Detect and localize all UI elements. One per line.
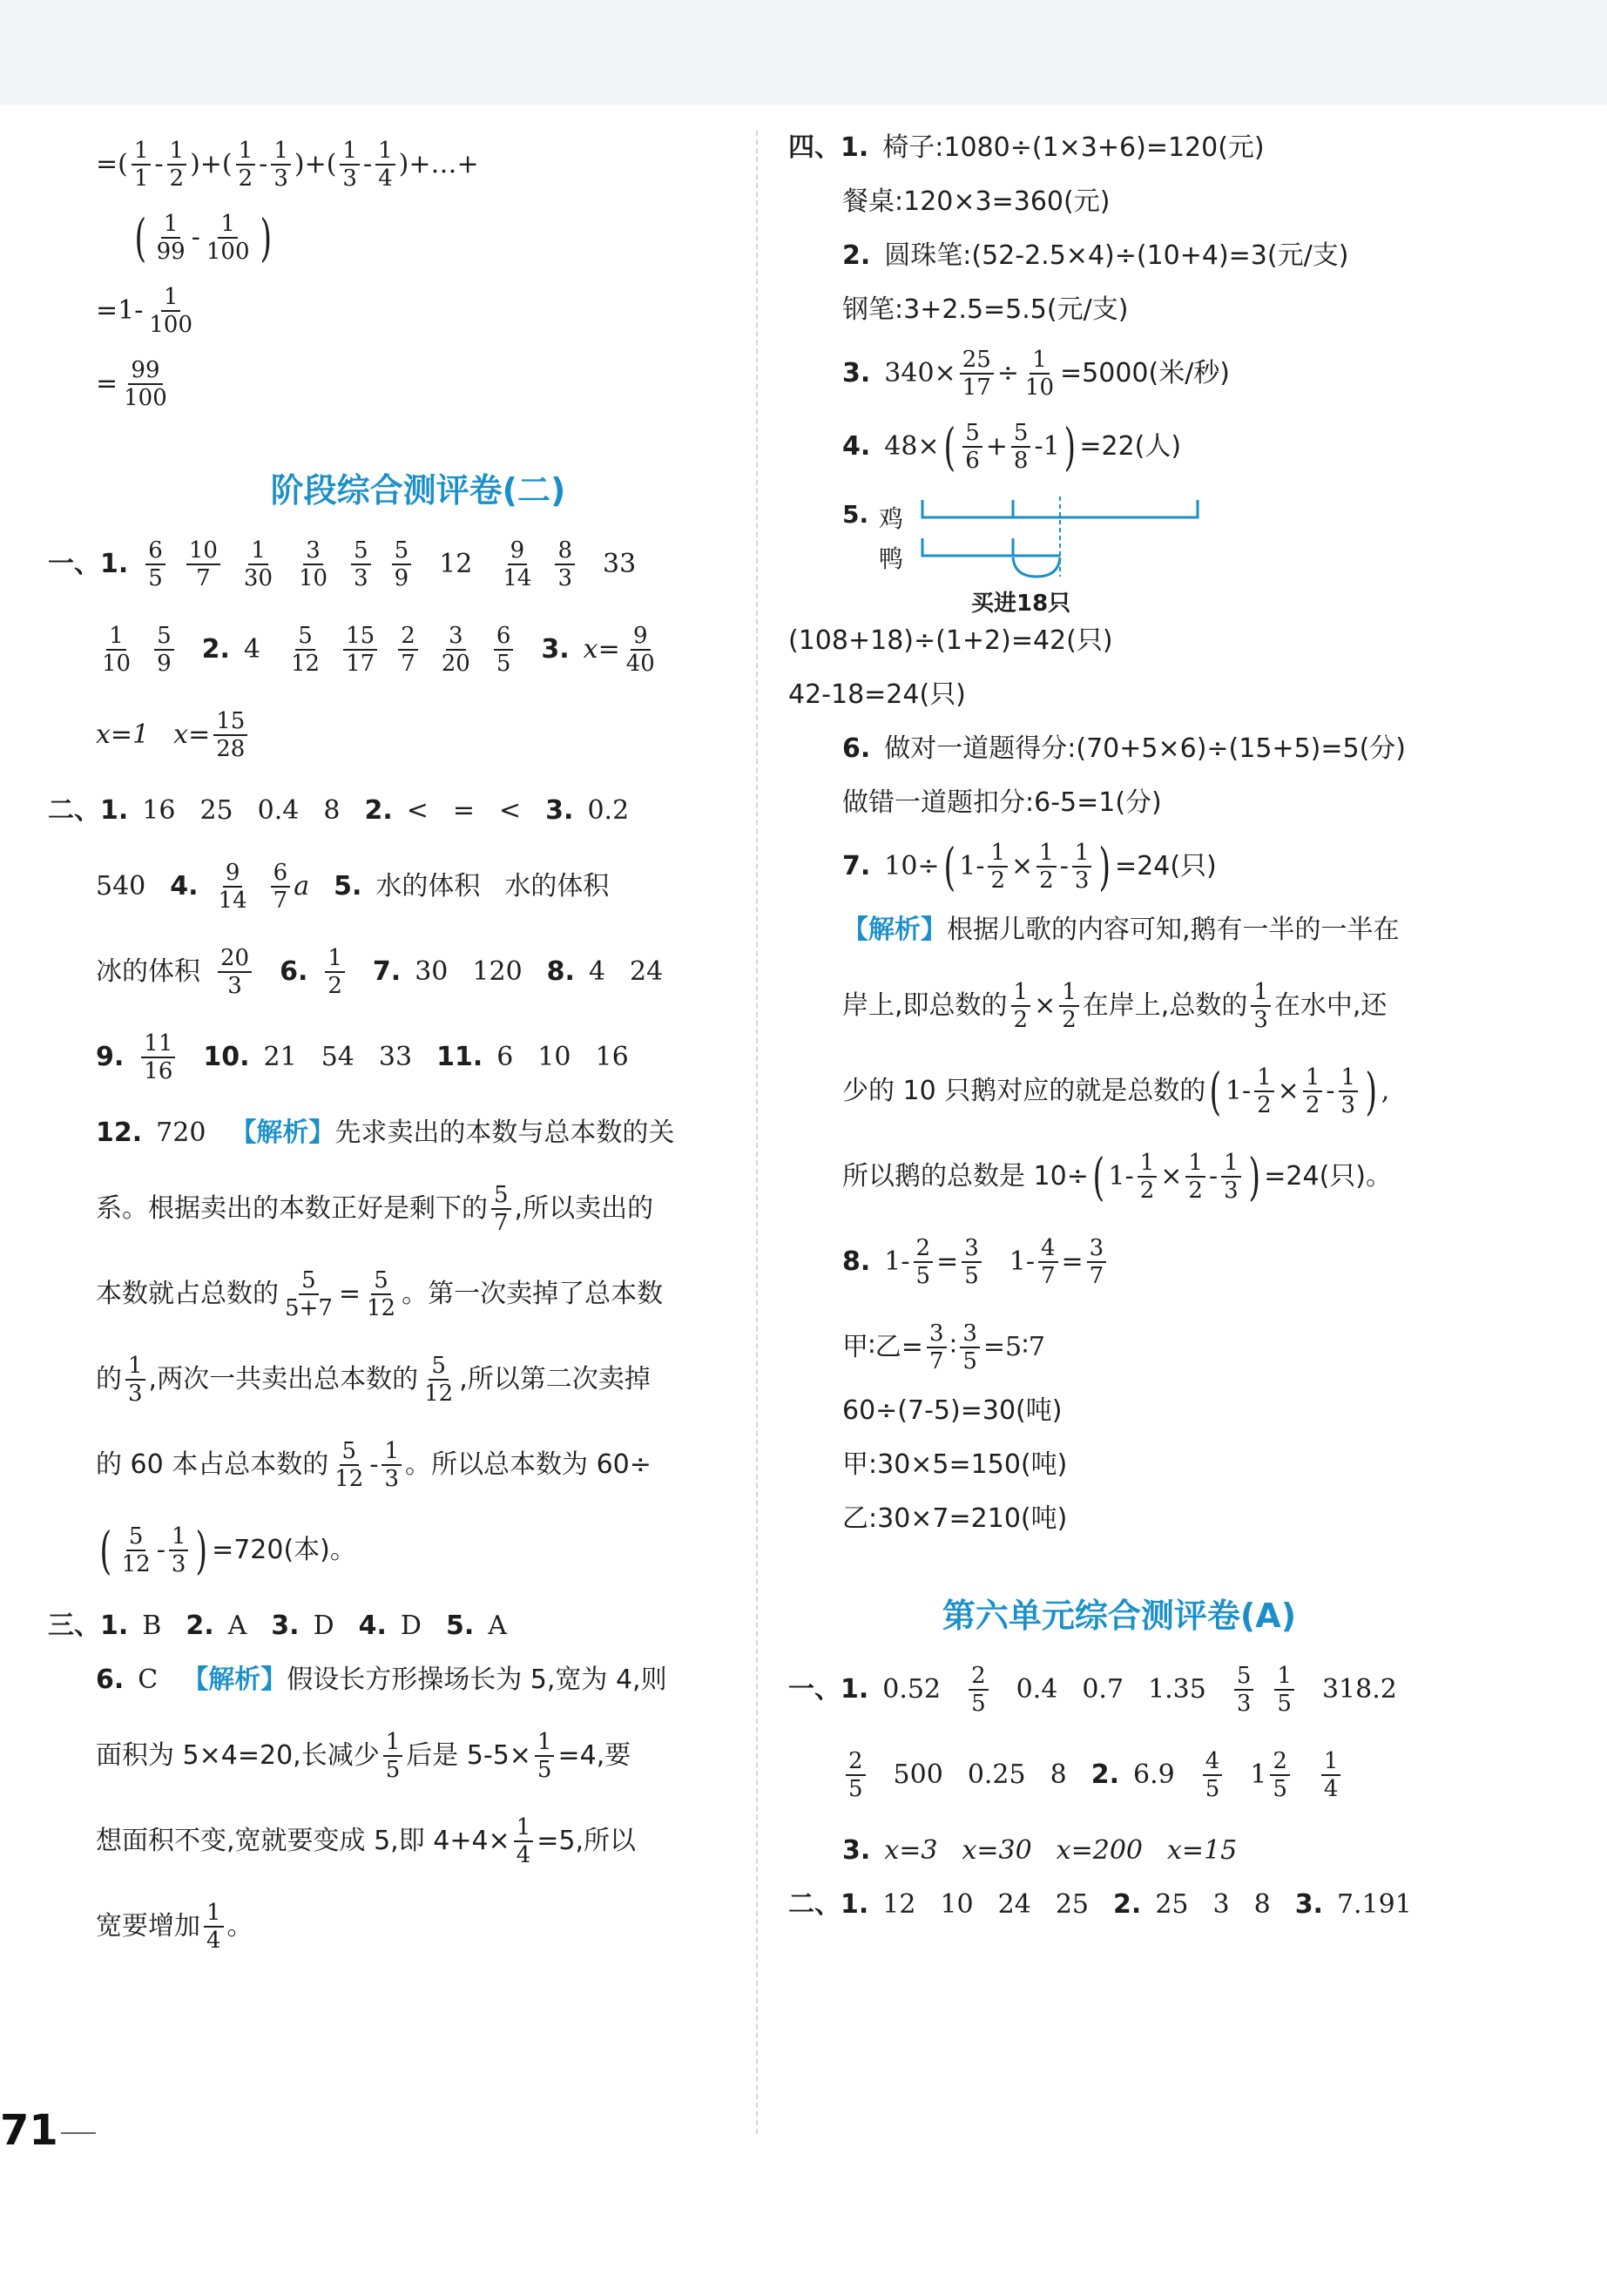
analysis-tag: 【解析】 bbox=[182, 1665, 287, 1695]
u2-line-1: 二、1. 12 10 24 25 2. 25 3 8 3. 7.191 bbox=[788, 1889, 1412, 1920]
fraction: $\frac{1}{100}$ bbox=[149, 284, 193, 338]
s4-line-4: 钢笔:3+2.5=5.5(元/支) bbox=[842, 294, 1129, 325]
section-1-line-1: 一、1. $\frac{6}{5}$ $\frac{10}{7}$ $\frac{1}{30}$ $\frac{3}{10}$ $\frac{5}{3}$ $\frac{5}{9}$ 12 $\frac{9}{14}$ $\frac{8}{3}$ 33 bbox=[48, 537, 637, 591]
page-number-rule bbox=[61, 2132, 96, 2134]
analysis-tag: 【解析】 bbox=[230, 1118, 335, 1148]
section-2-line-4: 9. $\frac{11}{16}$ 10. 21 54 33 11. 6 10 16 bbox=[96, 1030, 629, 1084]
calc-line-4: = $\frac{99}{100}$ bbox=[96, 357, 740, 411]
s4-line-15: 甲:30×5=150(吨) bbox=[842, 1449, 1068, 1480]
s4-line-7: (108+18)÷(1+2)=42(只) bbox=[788, 625, 1113, 656]
fraction: $\frac{1}{100}$ bbox=[206, 211, 250, 265]
u1-line-3: 3. x=3 x=30 x=200 x=15 bbox=[842, 1835, 1238, 1866]
fraction: $\frac{1}{3}$ bbox=[271, 138, 291, 192]
section-3-line-1: 三、1. B 2. A 3. D 4. D 5. A bbox=[48, 1611, 507, 1641]
section-1-line-2: $\frac{1}{10}$ $\frac{5}{9}$ 2. 4 $\frac{5}{12}$ $\frac{15}{17}$ $\frac{2}{7}$ $\frac{3}{20}$ $\frac{6}{5}$ 3. x= $\frac{9}{40}$ bbox=[102, 623, 655, 677]
s4-line-14: 60÷(7-5)=30(吨) bbox=[842, 1395, 1063, 1426]
s4-line-12: 8. 1- $\frac{2}{5}$ = $\frac{3}{5}$ 1- $\frac{4}{7}$ = $\frac{3}{7}$ bbox=[788, 1235, 1450, 1289]
s4-analysis-line-1: 【解析】 根据儿歌的内容可知,鹅有一半的一半在 bbox=[788, 913, 1450, 948]
page-number: 71 bbox=[0, 2106, 58, 2155]
section-2-q12-line-4: 的 $\frac{1}{3}$ ,两次一共卖出总本数的 $\frac{5}{12}$ ,所以第二次卖掉 bbox=[96, 1353, 651, 1407]
section-2-line-3: 冰的体积 $\frac{20}{3}$ 6. $\frac{1}{2}$ 7. 30 120 8. 4 24 bbox=[96, 945, 664, 999]
s4-line-11: 7. 10÷ ( 1- $\frac{1}{2}$ × $\frac{1}{2}$ - $\frac{1}{3}$ ) =24(只) bbox=[842, 837, 1217, 896]
fraction: $\frac{1}{1}$ bbox=[132, 138, 152, 192]
section-2-q12-line-1: 12. 720 【解析】 先求卖出的本数与总本数的关 bbox=[96, 1116, 740, 1151]
s4-line-6: 4. 48× ( $\frac{5}{6}$ + $\frac{5}{8}$ -1 ) =22(人) bbox=[842, 417, 1182, 476]
fraction: $\frac{1}{3}$ bbox=[340, 138, 360, 192]
section-2-q12-line-5: 的 60 本占总本数的 $\frac{5}{12}$ - $\frac{1}{3}$ 。所以总本数为 60÷ bbox=[96, 1438, 652, 1492]
section-2-q12-line-3: 本数就占总数的 $\frac{5}{5+7}$ = $\frac{5}{12}$ 。第一次卖掉了总本数 bbox=[96, 1267, 664, 1321]
left-column bbox=[48, 122, 740, 1954]
fraction: $\frac{1}{2}$ bbox=[167, 138, 187, 192]
s4-line-13: 甲∶乙= $\frac{3}{7}$ ∶ $\frac{3}{5}$ =5∶7 bbox=[842, 1320, 1045, 1374]
section-3-q6-line-2: 面积为 5×4=20,长减少 $\frac{1}{5}$ 后是 5-5× $\frac{1}{5}$ =4,要 bbox=[96, 1729, 631, 1783]
fraction: $\frac{99}{100}$ bbox=[124, 357, 167, 411]
fraction: $\frac{1}{2}$ bbox=[236, 138, 256, 192]
top-band bbox=[0, 0, 1607, 105]
s4-line-2: 餐桌:120×3=360(元) bbox=[842, 186, 1111, 217]
section-heading: 第六单元综合测评卷(A) bbox=[942, 1597, 1297, 1635]
s4-line-10: 做错一道题扣分:6-5=1(分) bbox=[842, 787, 1162, 818]
calc-line-3: =1- $\frac{1}{100}$ bbox=[96, 284, 740, 338]
section-2-q12-line-2: 系。根据卖出的本数正好是剩下的 $\frac{5}{7}$ ,所以卖出的 bbox=[96, 1182, 654, 1236]
section-1-line-3: x=1 x= $\frac{15}{28}$ bbox=[96, 708, 740, 762]
section-3-q6-line-3: 想面积不变,宽就要变成 5,即 4+4× $\frac{1}{4}$ =5,所以 bbox=[96, 1814, 636, 1868]
fraction: $\frac{1}{4}$ bbox=[375, 138, 395, 192]
right-column bbox=[788, 122, 1450, 1922]
line-segment-diagram: 5. 鸡 鸭 买进18只 bbox=[842, 493, 1450, 624]
calc-line-1: =( $\frac{1}{1}$ - $\frac{1}{2}$ )+( $\frac{1}{2}$ - $\frac{1}{3}$ )+( $\frac{1}{3}$ - $\frac{1}{4}$ )+…+ bbox=[96, 138, 479, 192]
s4-analysis-line-3: 少的 10 只鹅对应的就是总数的 ( 1- $\frac{1}{2}$ × $\frac{1}{2}$ - $\frac{1}{3}$ ) , bbox=[842, 1062, 1390, 1121]
analysis-tag: 【解析】 bbox=[842, 915, 947, 945]
fraction: $\frac{1}{99}$ bbox=[156, 211, 186, 265]
section-3-q6-line-1: 6. C 【解析】 假设长方形操场长为 5,宽为 4,则 bbox=[96, 1663, 740, 1698]
s4-analysis-line-2: 岸上,即总数的 $\frac{1}{2}$ × $\frac{1}{2}$ 在岸上,总数的 $\frac{1}{3}$ 在水中,还 bbox=[842, 979, 1388, 1033]
calc-line-2: ( $\frac{1}{99}$ - $\frac{1}{100}$ ) bbox=[134, 208, 272, 267]
s4-line-8: 42-18=24(只) bbox=[788, 679, 966, 710]
column-divider bbox=[756, 131, 758, 2134]
s4-analysis-line-4: 所以鹅的总数是 10÷ ( 1- $\frac{1}{2}$ × $\frac{1}{2}$ - $\frac{1}{3}$ ) =24(只)。 bbox=[842, 1147, 1393, 1206]
section-heading: 阶段综合测评卷(二) bbox=[270, 471, 566, 510]
u1-line-1: 一、1. 0.52 $\frac{2}{5}$ 0.4 0.7 1.35 $\frac{5}{3}$ $\frac{1}{5}$ 318.2 bbox=[788, 1663, 1397, 1717]
section-2-line-2: 540 4. $\frac{9}{14}$ $\frac{6}{7}$ a 5. 水的体积 水的体积 bbox=[96, 860, 610, 914]
s4-line-9: 6. 做对一道题得分:(70+5×6)÷(15+5)=5(分) bbox=[842, 733, 1406, 764]
s4-line-16: 乙:30×7=210(吨) bbox=[842, 1503, 1068, 1534]
s4-line-1: 四、1. 椅子:1080÷(1×3+6)=120(元) bbox=[788, 132, 1265, 163]
section-2-q12-line-6: ( $\frac{5}{12}$ - $\frac{1}{3}$ ) =720(本)。 bbox=[99, 1521, 356, 1580]
section-2-line-1: 二、1. 16 25 0.4 8 2. < = < 3. 0.2 bbox=[48, 795, 630, 826]
section-3-q6-line-4: 宽要增加 $\frac{1}{4}$ 。 bbox=[96, 1900, 253, 1954]
s4-line-3: 2. 圆珠笔:(52-2.5×4)÷(10+4)=3(元/支) bbox=[842, 240, 1349, 271]
u1-line-2: $\frac{2}{5}$ 500 0.25 8 2. 6.9 $\frac{4}{5}$ 1 $\frac{2}{5}$ $\frac{1}{4}$ bbox=[788, 1748, 1450, 1802]
s4-line-5: 3. 340× $\frac{25}{17}$ ÷ $\frac{1}{10}$ =5000(米/秒) bbox=[842, 347, 1231, 401]
